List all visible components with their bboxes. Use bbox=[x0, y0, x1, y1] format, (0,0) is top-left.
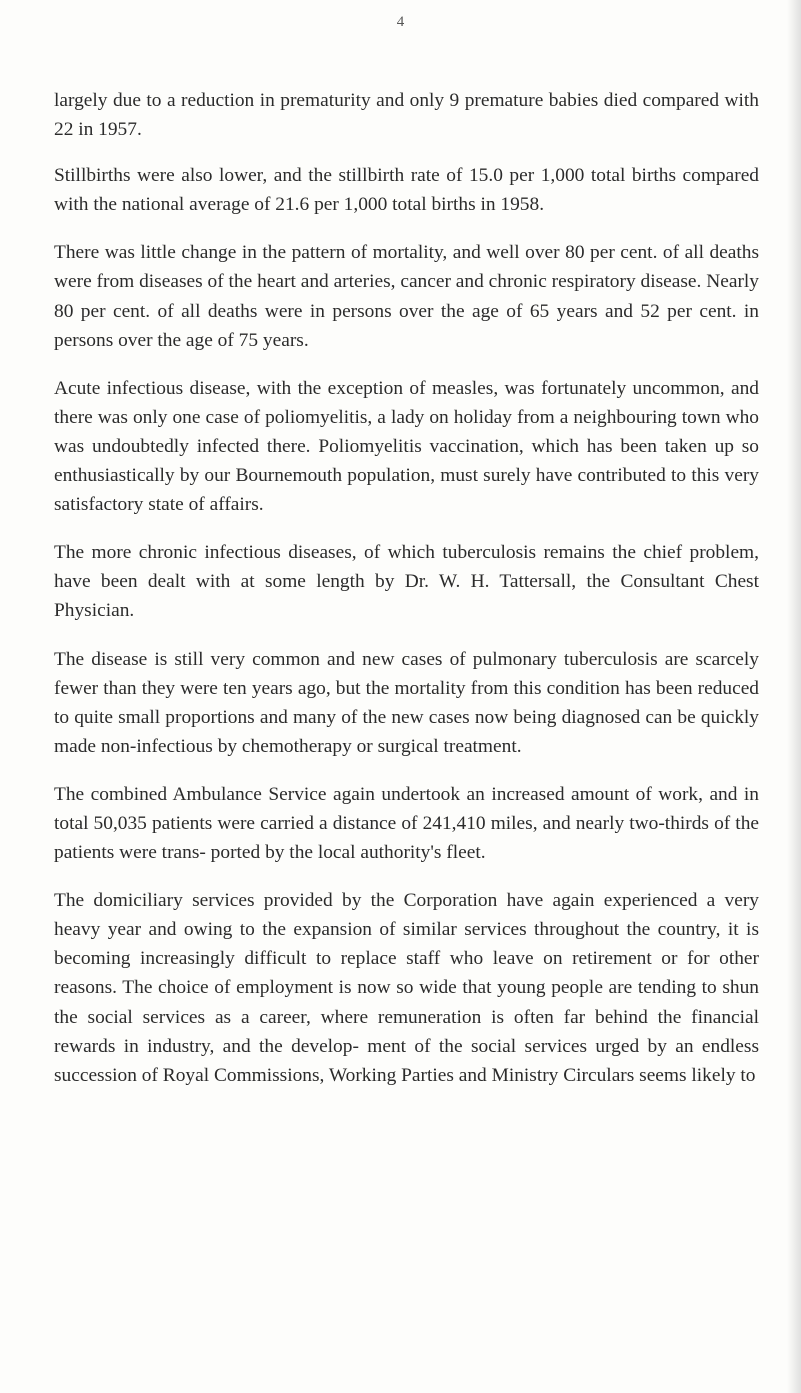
paragraph-tuberculosis: The more chronic infectious diseases, of which tuberculosis remains the chief problem, have been dealt with at some length by Dr. W. H. Tattersall, the Consultant Chest Physician. bbox=[54, 542, 759, 622]
page-number: 4 bbox=[396, 14, 405, 30]
paragraph-ambulance-service: The combined Ambulance Service again undertook an increased amount of work, and in total 50,035 patients were carried a distance of 241,410 miles, and nearly two-thirds of the patients were trans- ported by the local authority's fleet. bbox=[54, 783, 759, 864]
paragraph-mortality: There was little change in the pattern of mortality, and well over 80 per cent. of all deaths were from diseases of the heart and arteries, cancer and chronic respiratory disease. Nearly 80 per cent. of all deaths were in persons over the age of 65 years and 52 per cent. in persons over the age of 75 years. bbox=[54, 242, 759, 351]
paragraph-prematurity: largely due to a reduction in prematurity and only 9 premature babies died compared with 22 in 1957. bbox=[54, 90, 759, 141]
paragraph-pulmonary-tuberculosis: The disease is still very common and new cases of pulmonary tuberculosis are scarcely fewer than they were ten years ago, but the mortality from this condition has been reduced to quite small proportions and many of the new cases now being diagnosed can be quickly made non-infectious by chemotherapy or surgical treatment. bbox=[54, 648, 759, 757]
paragraph-infectious-disease: Acute infectious disease, with the exception of measles, was fortunately uncommon, and there was only one case of poliomyelitis, a lady on holiday from a neighbouring town who was undoubtedly infected there. Poliomyelitis vaccination, which has been taken up so enthusiastically by our Bournemouth population, must surely have contributed to this very satisfactory state of affairs. bbox=[54, 377, 759, 516]
page-edge-shadow bbox=[787, 0, 801, 1393]
body-text bbox=[54, 86, 759, 1109]
paragraph-stillbirths: Stillbirths were also lower, and the stillbirth rate of 15.0 per 1,000 total births compared with the national average of 21.6 per 1,000 total births in 1958. bbox=[54, 165, 759, 216]
paragraph-domiciliary-services: The domiciliary services provided by the Corporation have again experienced a very heavy year and owing to the expansion of similar services throughout the country, it is becoming increasingly difficult to replace staff who leave on retirement or for other reasons. The choice of employment is now so wide that young people are tending to shun the social services as a career, where remuneration is often far behind the financial rewards in industry, and the develop- ment of the social services urged by an endless succession of Royal Commissions, Working Parties and Ministry Circulars seems likely to bbox=[54, 890, 759, 1086]
